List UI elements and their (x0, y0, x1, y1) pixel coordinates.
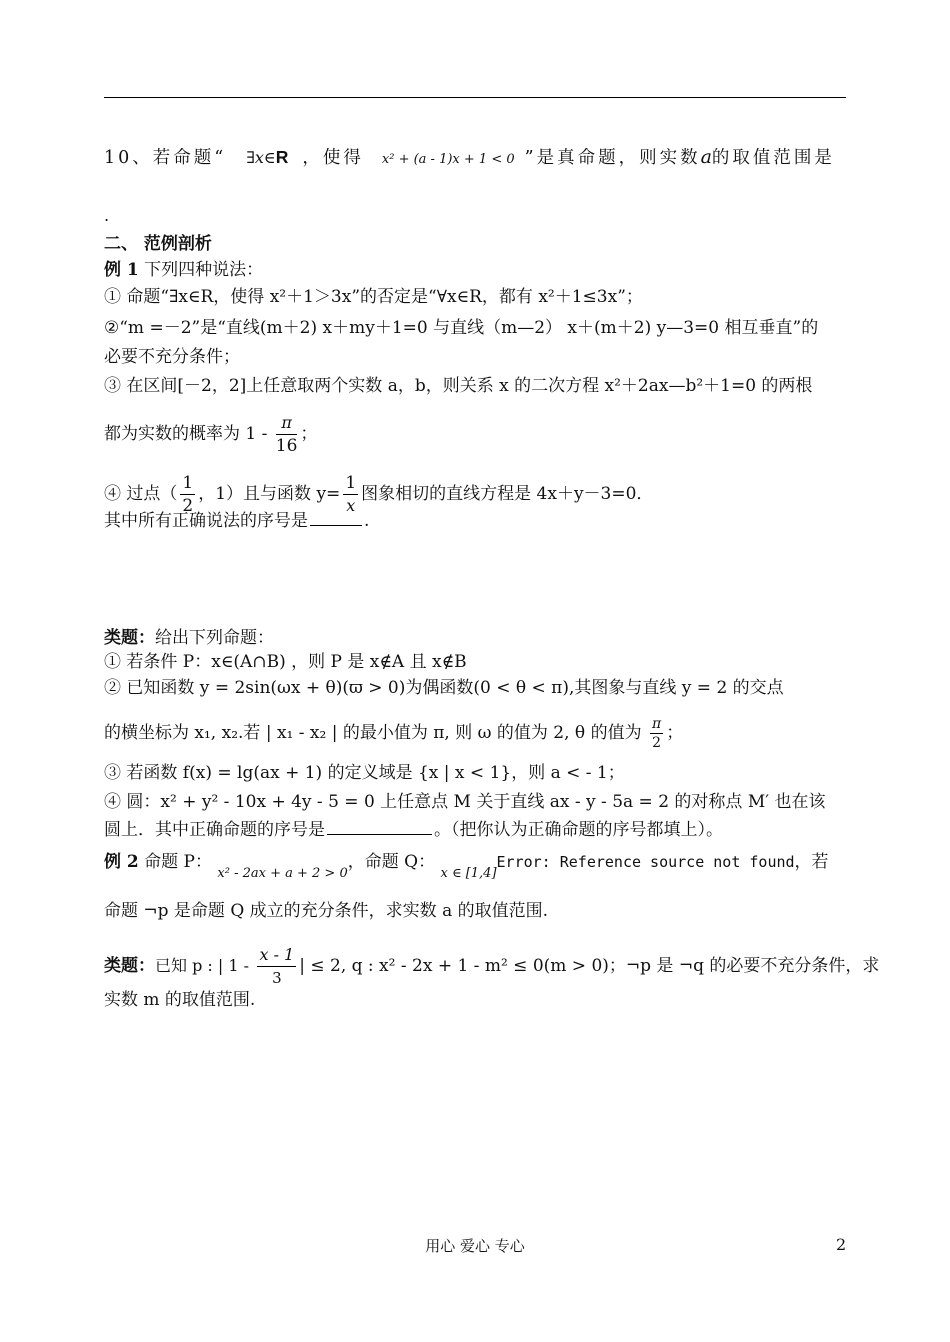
x-minus-1-over-3-fraction: $\frac{x - 1}{3}$ (259, 945, 295, 987)
page-number: 2 (836, 1235, 847, 1254)
page-footer: 用心 爱心 专心 (425, 1237, 525, 1255)
reference-error: Error: Reference source not found (496, 853, 795, 871)
practice-1-conclusion: 圆上．其中正确命题的序号是 。（把你认为正确命题的序号都填上）。 (104, 820, 723, 840)
q10-blank-dot: . (104, 206, 110, 225)
example-1-item-2: ②“m =－2”是“直线(m＋2) x＋my＋1=0 与直线（m—2） x＋(m＋2) y—3=0 相互垂直”的 (104, 318, 819, 338)
q10-mid: ，使得 (302, 148, 364, 168)
proposition-q: x ∈ [1,4] (440, 866, 497, 881)
item-3-prob-text: 都为实数的概率为 1 - (104, 424, 268, 444)
section-heading: 二、 范例剖析 (104, 234, 212, 254)
example-1-label: 例 1 (104, 260, 139, 280)
q10-end: 的取值范围是 (711, 148, 835, 168)
example-1-item-3-cont: 都为实数的概率为 1 - $\frac{\pi}{16}$ ； (104, 413, 318, 456)
example-2-cont: 命题 ¬p 是命题 Q 成立的充分条件，求实数 a 的取值范围. (104, 901, 549, 921)
example-1-item-2-cont: 必要不充分条件； (104, 347, 240, 367)
practice-1-label: 类题： (104, 628, 155, 648)
example-1-conclusion: 其中所有正确说法的序号是 . (104, 511, 370, 531)
example-2: 例 2 命题 P： $_{x^2 - 2ax + a + 2 > 0}$，命题 Q： $_{x \in [1,4]}$Error: Reference source not found，若 (104, 852, 829, 881)
q10-number: 10、若命题“ (104, 148, 227, 168)
one-half-fraction: $\frac{1}{2}$ (182, 473, 194, 516)
example-1-intro-text: 下列四种说法： (144, 260, 264, 280)
question-10 (104, 145, 835, 172)
example-1-item-3: ③ 在区间[－2，2]上任意取两个实数 a，b，则关系 x 的二次方程 x²＋2ax—b²＋1=0 的两根 (104, 376, 813, 396)
one-over-x-fraction: $\frac{1}{x}$ (345, 473, 357, 515)
example-2-label: 例 2 (104, 852, 139, 872)
practice-1-intro: 类题：给出下列命题： (104, 628, 274, 648)
answer-blank[interactable] (310, 509, 362, 526)
q10-real-set: R (275, 147, 289, 167)
practice-1-item-1: ① 若条件 P：x∈(A∩B) ，则 P 是 x∉A 且 x∉B (104, 652, 467, 672)
practice-1-item-2-cont: 的横坐标为 x₁, x₂.若 | x₁ - x₂ | 的最小值为 π, 则 ω 的值为 2, θ 的值为 $\frac{\pi}{2}$ ； (104, 716, 684, 751)
practice-2-label: 类题： (104, 956, 155, 976)
pi-over-16-fraction: $\frac{\pi}{16}$ (275, 413, 298, 456)
q10-var-a: a (700, 146, 712, 168)
q10-inequality: x² + (a - 1)x + 1 < 0 (381, 152, 515, 167)
q10-tail: ”是真命题，则实数 (524, 148, 701, 168)
practice-1-item-3: ③ 若函数 f(x) = lg(ax + 1) 的定义域是 {x | x < 1}，则 a < - 1； (104, 763, 625, 783)
practice-2: 类题：已知 p : | 1 - $\frac{x - 1}{3}$ | ≤ 2, q : x² - 2x + 1 - m² ≤ 0(m > 0)；¬p 是 ¬q 的必要不充分条件，求 (104, 945, 880, 987)
q10-exists: ∃x∈ (246, 148, 276, 167)
example-1-item-1: ① 命题“∃x∈R，使得 x²＋1＞3x”的否定是“∀x∈R，都有 x²＋1≤3x”； (104, 287, 643, 307)
pi-over-2-fraction: $\frac{\pi}{2}$ (651, 716, 662, 751)
proposition-p: x² - 2ax + a + 2 > 0 (217, 866, 348, 881)
header-rule (104, 97, 846, 98)
practice-2-cont: 实数 m 的取值范围. (104, 990, 256, 1010)
answer-blank[interactable] (327, 818, 432, 835)
example-1-intro (104, 258, 263, 282)
practice-1-item-4: ④ 圆：x² + y² - 10x + 4y - 5 = 0 上任意点 M 关于直线 ax - y - 5a = 2 的对称点 M′ 也在该 (104, 792, 826, 812)
practice-1-item-2: ② 已知函数 y = 2sin(ωx + θ)(ϖ > 0)为偶函数(0 < θ < π),其图象与直线 y = 2 的交点 (104, 678, 784, 698)
example-1-item-4: ④ 过点（ $\frac{1}{2}$ ，1）且与函数 y= $\frac{1}{x}$ 图象相切的直线方程是 4x＋y－3=0． (104, 473, 654, 516)
